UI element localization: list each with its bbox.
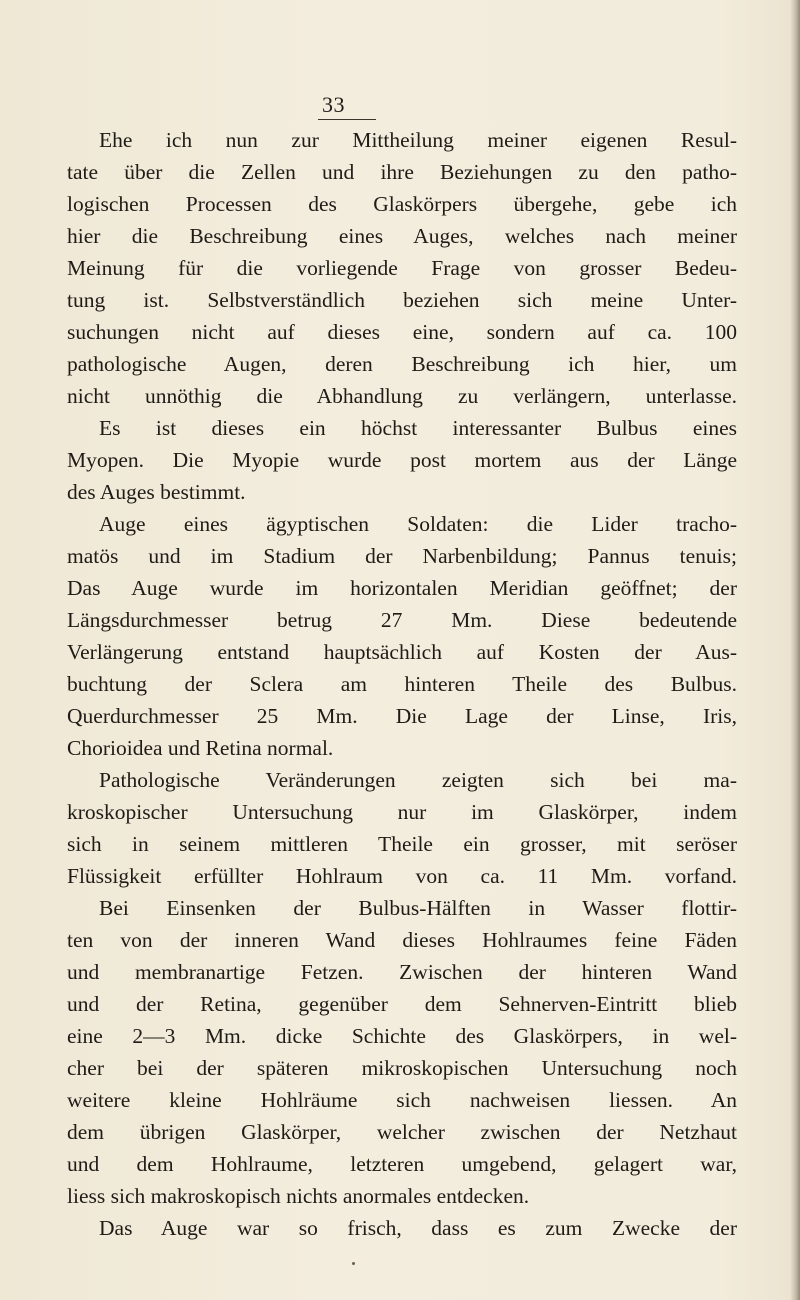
text-line: Meinung für die vorliegende Frage von grosser Bedeu- [67, 256, 737, 280]
text-line: und dem Hohlraume, letzteren umgebend, gelagert war, [67, 1152, 737, 1176]
text-line: sich in seinem mittleren Theile ein grosser, mit seröser [67, 832, 737, 856]
text-line: des Auges bestimmt. [67, 480, 246, 504]
text-line: Pathologische Veränderungen zeigten sich bei ma- [99, 768, 737, 792]
text-line: Längsdurchmesser betrug 27 Mm. Diese bedeutende [67, 608, 737, 632]
text-line: Flüssigkeit erfüllter Hohlraum von ca. 11 Mm. vorfand. [67, 864, 737, 888]
text-line: und der Retina, gegenüber dem Sehnerven-Eintritt blieb [67, 992, 737, 1016]
text-line: pathologische Augen, deren Beschreibung ich hier, um [67, 352, 737, 376]
text-line: Chorioidea und Retina normal. [67, 736, 334, 760]
text-line: liess sich makroskopisch nichts anormales entdecken. [67, 1184, 530, 1208]
text-line: suchungen nicht auf dieses eine, sondern auf ca. 100 [67, 320, 737, 344]
text-line: logischen Processen des Glaskörpers übergehe, gebe ich [67, 192, 737, 216]
text-line: Das Auge war so frisch, dass es zum Zwecke der [99, 1216, 737, 1240]
text-line: Querdurchmesser 25 Mm. Die Lage der Linse, Iris, [67, 704, 737, 728]
text-line: hier die Beschreibung eines Auges, welches nach meiner [67, 224, 737, 248]
page-edge-shadow [790, 0, 800, 1300]
text-line: tate über die Zellen und ihre Beziehungen zu den patho- [67, 160, 737, 184]
text-line: nicht unnöthig die Abhandlung zu verlängern, unterlasse. [67, 384, 737, 408]
text-line: Bei Einsenken der Bulbus-Hälften in Wasser flottir- [99, 896, 737, 920]
text-line: buchtung der Sclera am hinteren Theile des Bulbus. [67, 672, 737, 696]
text-line: Ehe ich nun zur Mittheilung meiner eigenen Resul- [99, 128, 737, 152]
text-line: Myopen. Die Myopie wurde post mortem aus der Länge [67, 448, 737, 472]
text-line: ten von der inneren Wand dieses Hohlraumes feine Fäden [67, 928, 737, 952]
text-line: eine 2—3 Mm. dicke Schichte des Glaskörpers, in wel- [67, 1024, 737, 1048]
text-line: Das Auge wurde im horizontalen Meridian geöffnet; der [67, 576, 737, 600]
print-speck [352, 1262, 355, 1265]
text-line: kroskopischer Untersuchung nur im Glaskörper, indem [67, 800, 737, 824]
text-line: Auge eines ägyptischen Soldaten: die Lider tracho- [99, 512, 737, 536]
text-line: Es ist dieses ein höchst interessanter Bulbus eines [99, 416, 737, 440]
text-line: cher bei der späteren mikroskopischen Untersuchung noch [67, 1056, 737, 1080]
page-number-rule [318, 119, 376, 120]
text-line: matös und im Stadium der Narbenbildung; Pannus tenuis; [67, 544, 737, 568]
text-line: Verlängerung entstand hauptsächlich auf Kosten der Aus- [67, 640, 737, 664]
text-line: tung ist. Selbstverständlich beziehen sich meine Unter- [67, 288, 737, 312]
text-line: weitere kleine Hohlräume sich nachweisen liessen. An [67, 1088, 737, 1112]
text-line: und membranartige Fetzen. Zwischen der hinteren Wand [67, 960, 737, 984]
text-line: dem übrigen Glaskörper, welcher zwischen der Netzhaut [67, 1120, 737, 1144]
page-number: 33 [322, 92, 345, 117]
body-text [67, 124, 737, 1244]
